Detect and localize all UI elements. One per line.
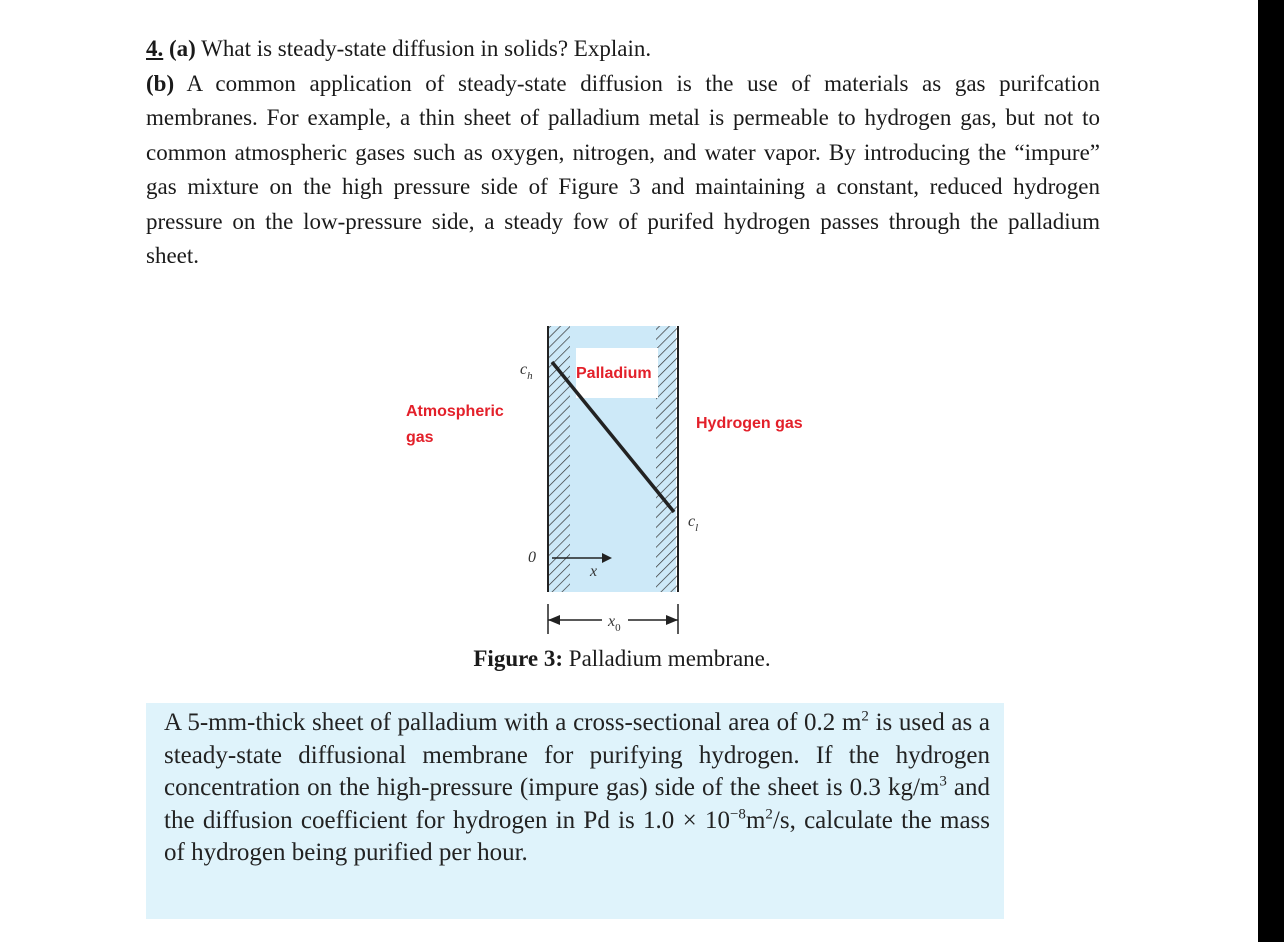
x0-label-x: x — [608, 613, 616, 630]
hydrogen-label: Hydrogen gas — [696, 415, 803, 432]
problem-line1-sup: 2 — [861, 708, 869, 725]
problem-line3-sup: −8 — [729, 806, 746, 823]
part-b-label: (b) — [146, 70, 175, 96]
caption-text: Palladium membrane. — [563, 646, 771, 671]
ch-label-sub: h — [527, 370, 533, 382]
problem-text — [164, 707, 990, 870]
ch-label — [520, 361, 533, 382]
part-b-text: A common application of steady-state diffusion is the use of materials as gas purifcation membranes. For example, a thin sheet of palladium metal is permeable to hydrogen gas, but not to common atmospheric gases such as oxygen, nitrogen, and water vapor. By introducing the “impure” gas mixture on the high pressure side of Figure 3 and maintaining a constant, reduced hydrogen pressure on the low-pressure side, a steady fow of purifed hydrogen passes through the palladium sheet. — [146, 70, 1100, 268]
part-b — [146, 67, 1100, 274]
ch-label-c: c — [520, 361, 528, 378]
palladium-label: Palladium — [576, 365, 652, 382]
question-number: 4. — [146, 36, 164, 61]
problem-line3: and the diffusion coefficient for hydrogen in Pd is 1.0 × 10 — [164, 774, 990, 834]
x0-right-arrowhead — [666, 615, 678, 625]
problem-line4-sup: 2 — [765, 806, 773, 823]
left-wall-hatch — [548, 326, 570, 592]
scrollbar[interactable] — [1258, 0, 1284, 942]
cl-label-sub: l — [695, 522, 699, 534]
x0-label-sub: 0 — [615, 622, 621, 634]
membrane-diagram — [380, 318, 860, 648]
figure-caption — [0, 646, 1244, 672]
palladium-membrane-figure — [380, 318, 860, 648]
atmospheric-label-line2: gas — [406, 429, 434, 446]
atmospheric-label-line1: Atmospheric — [406, 403, 504, 420]
problem-line1: A 5-mm-thick sheet of palladium with a cross-sectional area of 0.2 m — [164, 709, 862, 736]
part-a-label: (a) — [169, 36, 196, 61]
cl-label — [688, 513, 698, 534]
problem-line2: is used as a steady-state diffusional membrane for purifying hydrogen. If the hydrogen concentration on the high-pressure (impure gas) side of the sheet is 0.3 kg/m — [164, 709, 991, 801]
caption-label: Figure 3: — [473, 646, 564, 671]
x0-left-arrowhead — [548, 615, 560, 625]
problem-line4: m — [745, 806, 766, 834]
x0-label — [607, 613, 621, 634]
problem-box — [146, 703, 1004, 919]
part-a — [146, 32, 1100, 67]
x-label: x — [590, 563, 598, 580]
right-wall-hatch — [656, 326, 678, 592]
cl-label-c: c — [688, 513, 696, 530]
part-a-text: What is steady-state diffusion in solids? Explain. — [195, 36, 652, 61]
problem-line2-sup: 3 — [939, 773, 947, 790]
origin-label: 0 — [528, 549, 536, 566]
problem-line5: /s, calculate the mass of hydrogen being purified per hour. — [164, 806, 990, 866]
question-text — [146, 32, 1100, 274]
